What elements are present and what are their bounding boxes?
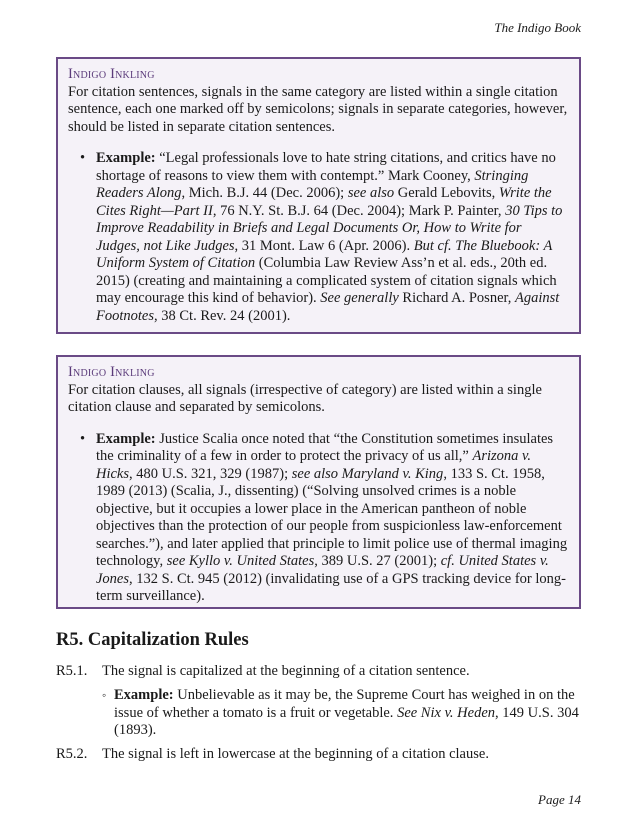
- inkling-text: For citation sentences, signals in the same category are listed within a single citation sentence, each one marked off by semicolons; signals in separate categories, however, should be listed in separate citation sentences.: [68, 83, 568, 135]
- example-item: [96, 431, 569, 606]
- example-text: Richard A. Posner,: [398, 290, 516, 306]
- page-number: Page 14: [538, 792, 581, 807]
- example-label: Example:: [114, 687, 174, 703]
- case-name: see Kyllo v. United States: [166, 553, 315, 569]
- rule-text: The signal is capitalized at the beginning of a citation sentence.: [102, 663, 470, 679]
- example-item: [96, 150, 569, 325]
- example-text: , 31 Mont. Law 6 (Apr. 2006).: [234, 237, 414, 254]
- example-list: [68, 150, 569, 325]
- rule-example: [102, 687, 580, 740]
- signal: See generally: [320, 290, 399, 306]
- example-text: , 480 U.S. 321, 329 (1987);: [129, 465, 292, 482]
- example-text: (Columbia Law Review Ass’n et al. eds., 20th ed. 2015) (creating and maintaining a complicated system of citation signals which may encourage this kind of behavior).: [96, 255, 557, 306]
- example-text: , 133 S. Ct. 1958, 1989 (2013) (Scalia, J., dissenting) (“Solving unsolved crimes is a noble objective, but it occupies a lower place in the American pantheon of noble objectives than the protection of our people from suspicionless law-enforcement searches.”), and later applied that principle to limit police use of thermal imaging technology,: [96, 465, 568, 569]
- inkling-text: For citation clauses, all signals (irrespective of category) are listed within a single citation clause and separated by semicolons.: [68, 381, 542, 415]
- rule-number: R5.2.: [56, 746, 88, 762]
- indigo-inkling-box: [56, 57, 581, 334]
- example-label: Example:: [96, 430, 156, 447]
- inkling-title: Indigo Inkling: [68, 364, 155, 380]
- example-text: , Mich. B.J. 44 (Dec. 2006);: [181, 185, 348, 201]
- example-text: “Legal professionals love to hate string citations, and critics have no shortage of reasons to view them with contempt.” Mark Cooney,: [96, 150, 556, 184]
- rule-number: R5.1.: [56, 663, 88, 679]
- example-text: , 132 S. Ct. 945 (2012) (invalidating use of a GPS tracking device for long-term surveillance).: [96, 570, 566, 604]
- rule-r5-1: [56, 663, 586, 681]
- example-text: , 38 Ct. Rev. 24 (2001).: [154, 307, 291, 324]
- example-text: Justice Scalia once noted that “the Constitution sometimes insulates the criminality of a few in order to protect the privacy of us all,”: [96, 430, 554, 464]
- citation-title: Stringing Readers Along: [96, 167, 529, 201]
- signal: see also: [347, 185, 395, 201]
- example-list: [68, 431, 569, 606]
- circle-bullet-icon: ◦: [102, 688, 107, 702]
- inkling-title: Indigo Inkling: [68, 66, 155, 82]
- case-name: cf. United States v. Jones: [96, 553, 549, 587]
- running-head: The Indigo Book: [494, 20, 581, 35]
- citation-title: 30 Tips to Improve Readability in Briefs and Legal Documents Or, How to Write for Judges, not Like Judges: [96, 202, 563, 254]
- example-label: Example:: [96, 150, 156, 166]
- section-heading: R5. Capitalization Rules: [56, 630, 249, 650]
- example-text: , 76 N.Y. St. B.J. 64 (Dec. 2004); Mark P. Painter,: [212, 202, 506, 219]
- citation-title: Against Footnotes: [96, 290, 560, 324]
- example-text: Gerald Lebovits,: [394, 185, 499, 201]
- rule-r5-2: [56, 746, 586, 764]
- rule-text: The signal is left in lowercase at the beginning of a citation clause.: [102, 746, 489, 762]
- citation-title: Write the Cites Right—Part II: [96, 185, 552, 219]
- example-text: Unbelievable as it may be, the Supreme Court has weighed in on the issue of whether a tomato is a fruit or vegetable.: [114, 687, 575, 721]
- example-text: , 149 U.S. 304 (1893).: [114, 704, 579, 738]
- citation-title: But cf. The Bluebook: A Uniform System of Citation: [96, 237, 553, 271]
- indigo-inkling-box: [56, 355, 581, 609]
- case-name: See Nix v. Heden: [397, 704, 496, 721]
- case-name: Arizona v. Hicks: [96, 448, 531, 482]
- example-text: , 389 U.S. 27 (2001);: [314, 553, 441, 569]
- case-name: see also Maryland v. King: [291, 465, 444, 482]
